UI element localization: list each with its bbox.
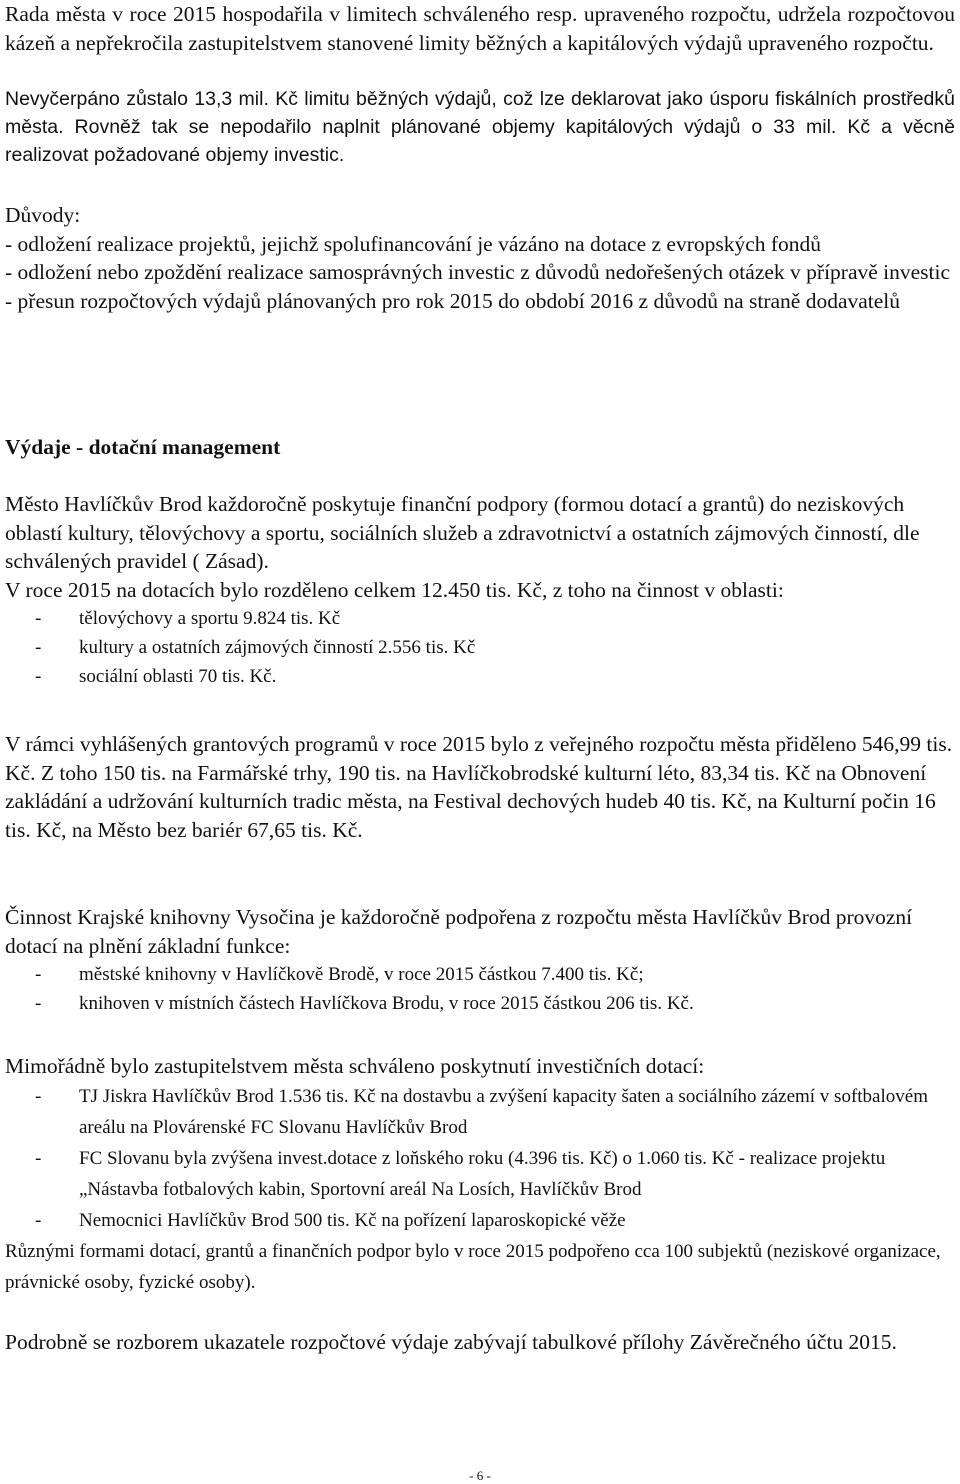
intro-sentence-1: Rada města v roce 2015 hospodařila v limitech schváleného resp. upraveného rozpočtu, udržela rozpočtovou kázeň a nepřekročila zastupitelstvem stanovené limity běžných a kapitálových výdajů upraveného rozpočtu.: [5, 2, 955, 55]
list-item: - TJ Jiskra Havlíčkův Brod 1.536 tis. Kč na dostavbu a zvýšení kapacity šaten a sociálního zázemí v softbalovém areálu na Plovárenské FC Slovanu Havlíčkův Brod: [35, 1085, 928, 1138]
list-item: - sociální oblasti 70 tis. Kč.: [35, 666, 277, 687]
investment-summary: Různými formami dotací, grantů a finančních podpor bylo v roce 2015 podpořeno cca 100 subjektů (neziskové organizace, právnické osoby, fyzické osoby).: [5, 1240, 941, 1293]
investment-paragraph: Mimořádně bylo zastupitelstvem města schváleno poskytnutí investičních dotací:: [5, 1054, 705, 1078]
investment-list: [5, 1081, 955, 1236]
subsidy-section: [5, 490, 955, 691]
section-heading: Výdaje - dotační management: [5, 435, 281, 459]
subsidy-area-list: [5, 604, 955, 691]
reason-item: - odložení realizace projektů, jejichž spolufinancování je vázáno na dotace z evropských fondů: [5, 231, 822, 256]
list-item: - tělovýchovy a sportu 9.824 tis. Kč: [35, 608, 341, 629]
reasons-section: [5, 201, 955, 315]
intro-savings-paragraph: [5, 85, 955, 169]
library-list: [5, 960, 955, 1018]
library-section: [5, 903, 955, 1018]
intro-paragraph: [5, 0, 955, 57]
investment-section: [5, 1052, 955, 1298]
grants-paragraph: V rámci vyhlášených grantových programů v roce 2015 bylo z veřejného rozpočtu města přiděleno 546,99 tis. Kč. Z toho 150 tis. na Farmářské trhy, 190 tis. na Havlíčkobrodské kulturní léto, 83,34 tis. Kč na Obnovení zakládání a udržování kulturních tradic města, na Festival dechových hudeb 40 tis. Kč, na Kulturní počin 16 tis. Kč, na Město bez bariér 67,65 tis. Kč.: [5, 732, 953, 842]
list-item: - FC Slovanu byla zvýšena invest.dotace z loňského roku (4.396 tis. Kč) o 1.060 tis. Kč - realizace projektu „Nástavba fotbalových kabin, Sportovní areál Na Losích, Havlíčkův Brod: [35, 1147, 886, 1200]
list-item: - Nemocnici Havlíčkův Brod 500 tis. Kč na pořízení laparoskopické věže: [35, 1209, 626, 1231]
list-item: - městské knihovny v Havlíčkově Brodě, v roce 2015 částkou 7.400 tis. Kč;: [35, 964, 644, 985]
reason-item: - přesun rozpočtových výdajů plánovaných pro rok 2015 do období 2016 z důvodů na straně dodavatelů: [5, 288, 901, 313]
closing-paragraph: Podrobně se rozborem ukazatele rozpočtové výdaje zabývají tabulkové přílohy Závěrečného účtu 2015.: [5, 1330, 897, 1354]
reasons-title: Důvody:: [5, 203, 81, 227]
subsidy-paragraph: Město Havlíčkův Brod každoročně poskytuje finanční podpory (formou dotací a grantů) do neziskových oblastí kultury, tělovýchovy a sportu, sociálních služeb a zdravotnictví a ostatních zájmových činností, dle schválených pravidel ( Zásad).: [5, 492, 920, 573]
subsidy-total: V roce 2015 na dotacích bylo rozděleno celkem 12.450 tis. Kč, z toho na činnost v oblasti:: [5, 577, 784, 602]
library-paragraph: Činnost Krajské knihovny Vysočina je každoročně podpořena z rozpočtu města Havlíčkův Brod provozní dotací na plnění základní funkce:: [5, 905, 913, 958]
reason-item: - odložení nebo zpoždění realizace samosprávných investic z důvodů nedořešených otázek v přípravě investic: [5, 260, 951, 284]
page-number: - 6 -: [469, 1468, 491, 1483]
list-item: - knihoven v místních částech Havlíčkova Brodu, v roce 2015 částkou 206 tis. Kč.: [35, 993, 694, 1014]
list-item: - kultury a ostatních zájmových činností 2.556 tis. Kč: [35, 637, 476, 658]
intro-sentence-2: Nevyčerpáno zůstalo 13,3 mil. Kč limitu běžných výdajů, což lze deklarovat jako úsporu fiskálních prostředků města. Rovněž tak se nepodařilo naplnit plánované objemy kapitálových výdajů o 33 mil. Kč a věcně realizovat požadované objemy investic.: [5, 88, 955, 166]
